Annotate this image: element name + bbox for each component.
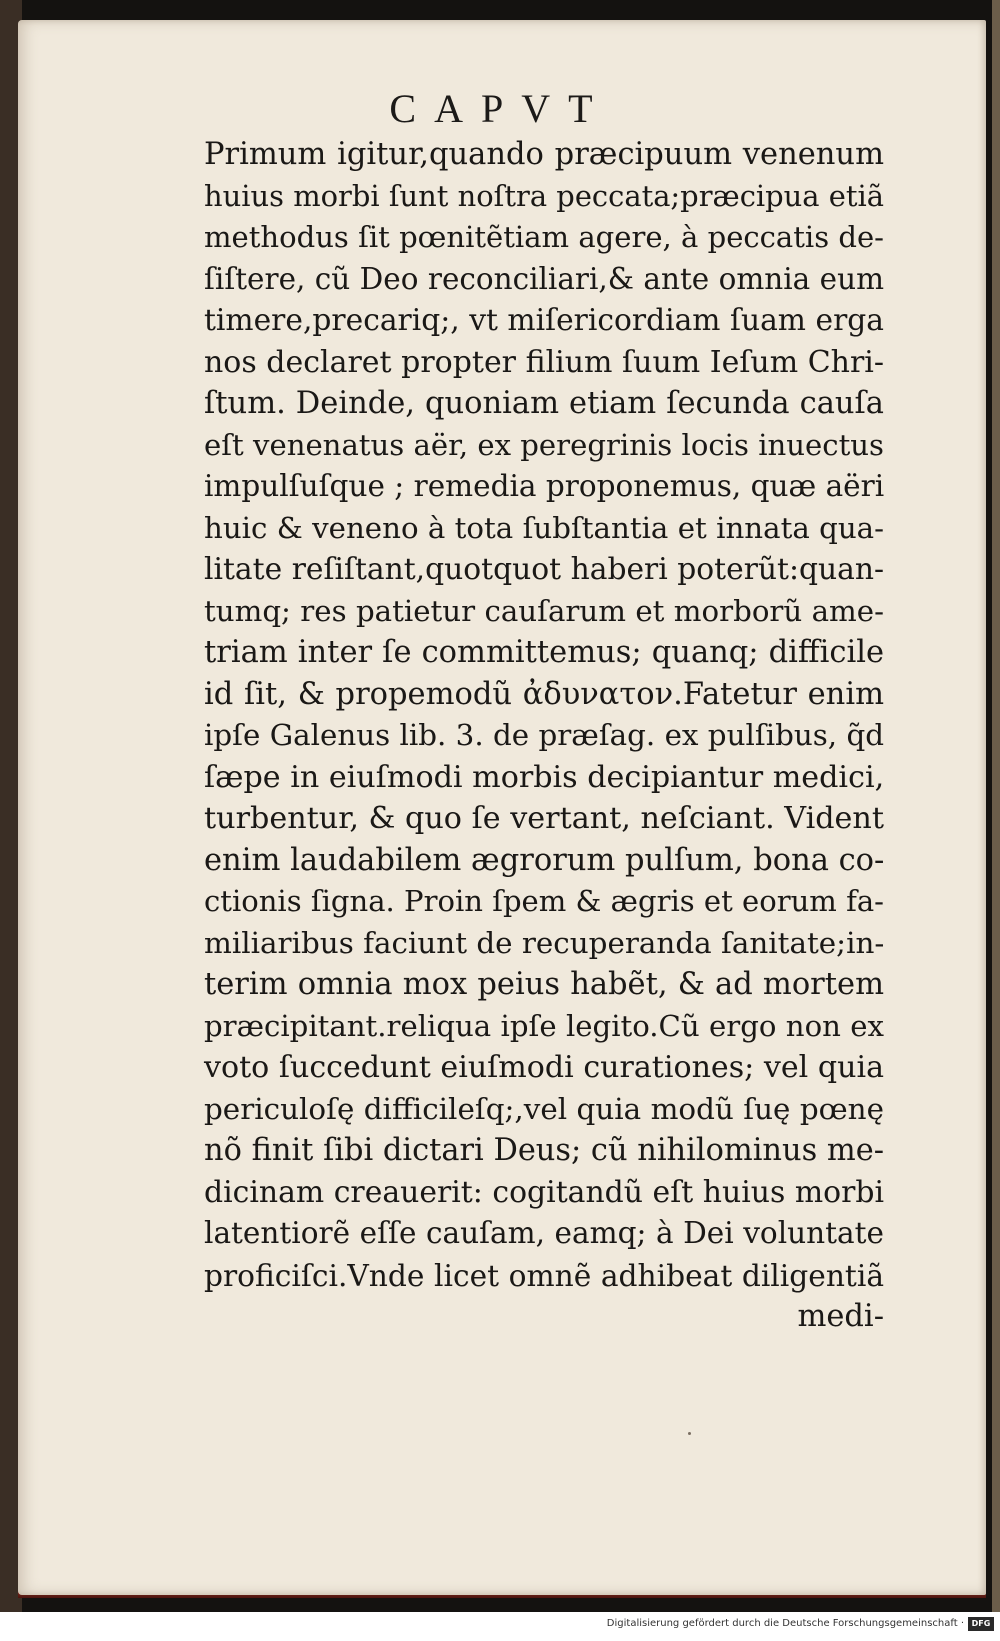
text-line: ſiſtere, cũ Deo reconciliari,& ante omnia eum [204,261,884,296]
text-line: Primum igitur,quando præcipuum venenum [204,137,884,172]
text-line: methodus ſit pœnitẽtiam agere, à peccatis de- [204,220,884,254]
text-line: litate reſiſtant,quotquot haberi poterũt:quan- [204,552,884,587]
catchword: medi- [797,1299,884,1334]
page-edge-right [992,0,1000,1612]
text-line: eſt venenatus aër, ex peregrinis locis inuectus [204,427,884,462]
text-line: voto ſuccedunt eiuſmodi curationes; vel quia [204,1050,884,1085]
text-line: miliaribus faciunt de recuperanda ſanitate;in- [204,925,885,960]
text-line: nõ finit ſibi dictari Deus; cũ nihilominus me- [204,1133,884,1168]
text-line: terim omnia mox peius habẽt, & ad mortem [204,967,884,1002]
dfg-logo-icon: DFG [968,1617,994,1631]
text-line: ipſe Galenus lib. 3. de præſag. ex pulſibus, q̃d [204,718,884,752]
text-line: nos declaret propter filium ſuum Ieſum Chri- [204,344,884,380]
text-line: timere,precariq;, vt miſericordiam ſuam erga [204,303,884,338]
text-line: proficiſci.Vnde licet omnẽ adhibeat diligentiã [204,1257,884,1293]
text-line: id ſit, & propemodũ ἀδυνατον.Fatetur enim [204,676,884,712]
text-line: huius morbi ſunt noſtra peccata;præcipua etiã [204,178,884,213]
text-line: ctionis ſigna. Proin ſpem & ægris et eorum fa- [204,884,884,918]
footer-credit: Digitalisierung gefördert durch die Deutsche Forschungsgemeinschaft · [606,1618,964,1629]
text-line: triam inter ſe committemus; quanq; difficile [204,635,884,670]
text-line: tumq; res patietur cauſarum et morborũ ame- [204,593,884,628]
text-line: enim laudabilem ægrorum pulſum, bona co- [204,842,885,878]
body-text [204,134,884,1338]
text-line: periculoſę difficileſq;,vel quia modũ ſuę pœnę [204,1091,884,1126]
text-line: latentiorẽ eſſe cauſam, eamq; à Dei voluntate [204,1216,884,1250]
text-line: ſtum. Deinde, quoniam etiam ſecunda cauſa [204,386,884,421]
text-line: impulſuſque ; remedia proponemus, quæ aëri [204,469,885,503]
text-line: huic & veneno à tota ſubſtantia et innata qua- [204,510,884,545]
text-line: præcipitant.reliqua ipſe legito.Cũ ergo non ex [204,1008,884,1043]
running-head: CAPVT [389,86,611,131]
text-line: turbentur, & quo ſe vertant, neſciant. Vident [204,801,884,836]
text-line: ſæpe in eiuſmodi morbis decipiantur medici, [204,759,885,795]
paper-speck [688,1432,691,1435]
digitization-footer [0,1612,1000,1641]
text-line: dicinam creauerit: cogitandũ eſt huius morbi [204,1174,884,1210]
